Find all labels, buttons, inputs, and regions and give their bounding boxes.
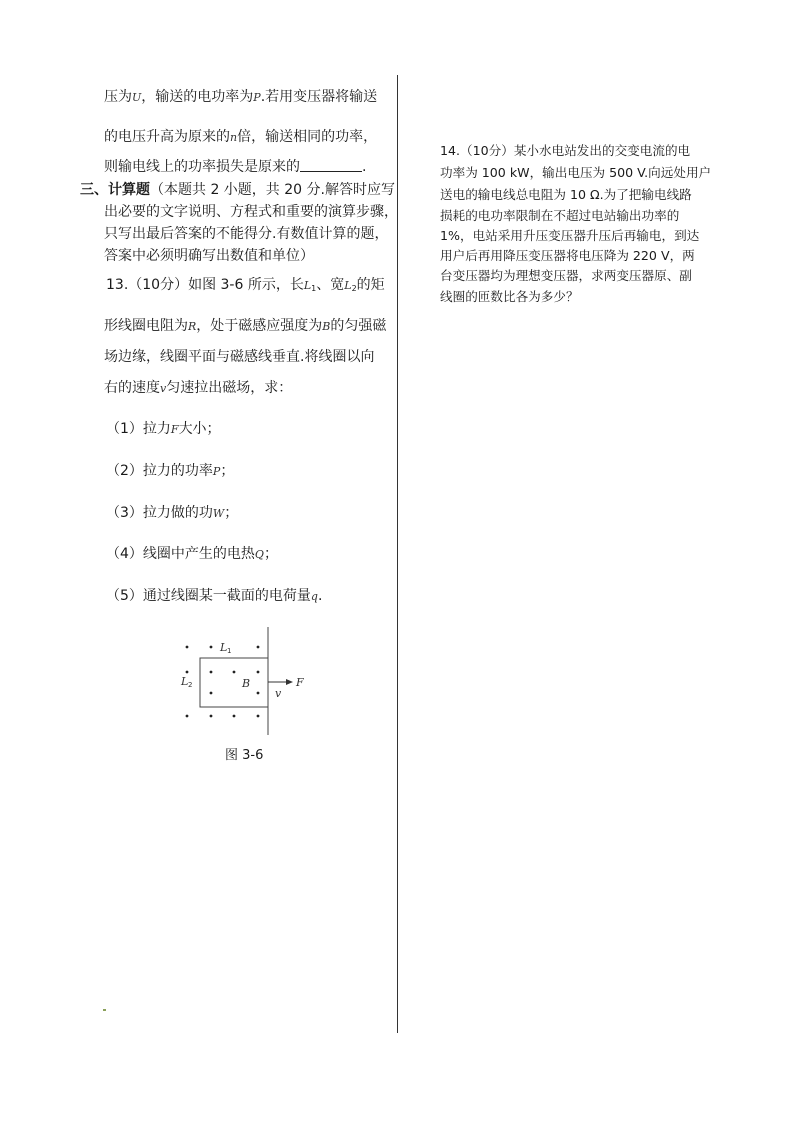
q13-item-3: （3）拉力做的功W； — [106, 505, 239, 521]
prev-question-line-2: 的电压升高为原来的n倍，输送相同的功率， — [104, 129, 378, 145]
section-heading: 三、计算题（本题共 2 小题，共 20 分.解答时应写 — [80, 182, 395, 198]
q14-line-7: 台变压器均为理想变压器，求两变压器原、副 — [440, 268, 692, 283]
q13-item-2: （2）拉力的功率P； — [106, 463, 235, 479]
q13-item-1: （1）拉力F大小； — [106, 421, 221, 437]
q13-line-4: 右的速度v匀速拉出磁场，求： — [104, 380, 293, 396]
label-B: B — [242, 677, 251, 690]
q13-item-4: （4）线圈中产生的电热Q； — [106, 546, 278, 562]
q14-line-5: 1%，电站采用升压变压器升压后再输电，到达 — [440, 228, 700, 243]
q14-line-6: 用户后再用降压变压器将电压降为 220 V，两 — [440, 248, 695, 263]
q14-line-1: 14.（10分）某小水电站发出的交变电流的电 — [440, 143, 691, 158]
q13-line-2: 形线圈电阻为R，处于磁感应强度为B的匀强磁 — [104, 318, 387, 334]
force-arrowhead — [286, 679, 293, 685]
figure-caption: 图 3-6 — [225, 748, 264, 763]
section-desc-4: 答案中必须明确写出数值和单位） — [104, 248, 314, 264]
label-L1: L — [220, 641, 228, 654]
coil-rectangle — [200, 658, 268, 707]
q13-item-5: （5）通过线圈某一截面的电荷量q. — [106, 588, 323, 604]
label-L2: L — [181, 675, 189, 688]
label-F: F — [296, 676, 304, 689]
label-L1-sub: 1 — [227, 647, 232, 655]
scan-mark — [103, 1009, 106, 1011]
section-desc-2: 出必要的文字说明、方程式和重要的演算步骤， — [104, 204, 398, 220]
q13-line-1: 13.（10分）如图 3-6 所示，长$L_1$、宽$L_2$的矩 — [106, 277, 385, 293]
q14-line-4: 损耗的电功率限制在不超过电站输出功率的 — [440, 208, 680, 223]
section-desc-3: 只写出最后答案的不能得分.有数值计算的题， — [104, 226, 389, 242]
q13-line-3: 场边缘，线圈平面与磁感线垂直.将线圈以向 — [104, 349, 375, 365]
q14-line-2: 功率为 100 kW，输出电压为 500 V.向远处用户 — [440, 165, 712, 180]
q14-line-3: 送电的输电线总电阻为 10 Ω.为了把输电线路 — [440, 187, 692, 202]
prev-question-line-1: 压为U，输送的电功率为P.若用变压器将输送 — [104, 89, 378, 105]
q14-line-8: 线圈的匝数比各为多少？ — [440, 289, 579, 304]
prev-question-line-3: 则输电线上的功率损失是原来的 . — [104, 159, 367, 175]
figure-3-6 — [175, 627, 315, 741]
magnetic-field-diagram — [175, 627, 315, 737]
answer-blank — [300, 157, 362, 172]
label-v: v — [275, 687, 282, 700]
label-L2-sub: 2 — [188, 681, 193, 689]
